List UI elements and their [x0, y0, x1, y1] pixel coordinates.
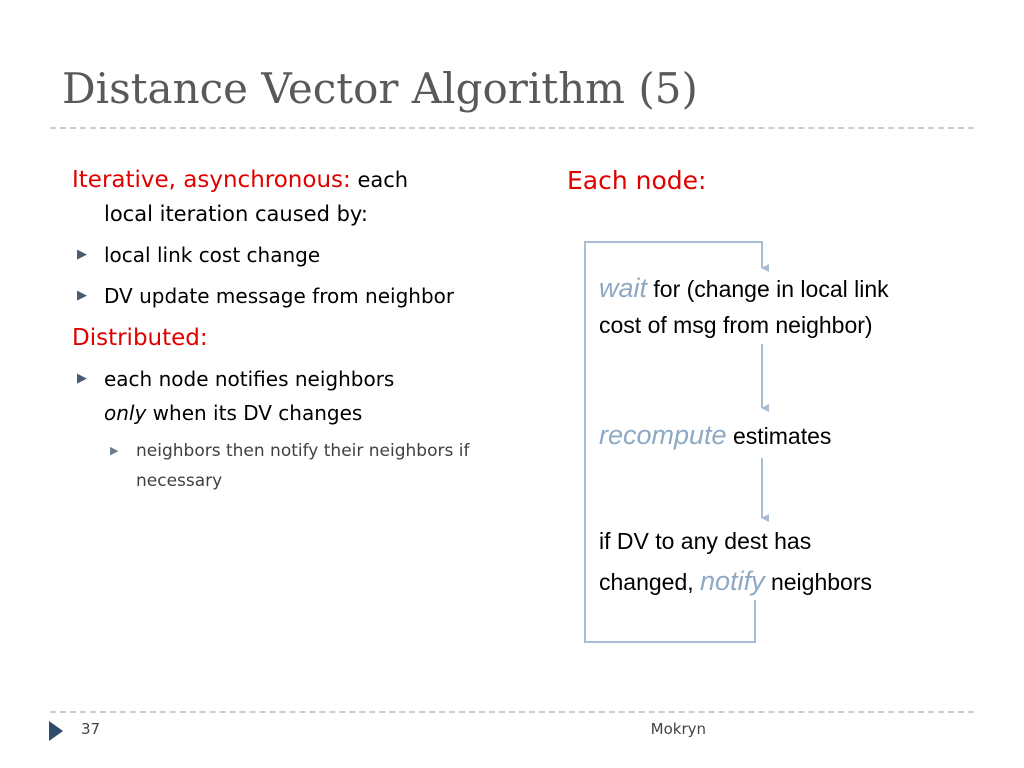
wait-keyword: wait	[599, 273, 648, 303]
iterative-rest-a: each	[350, 168, 409, 192]
notify-step	[599, 521, 872, 602]
sub-bullet-text: neighbors then notify their neighbors if necessary	[136, 441, 470, 491]
triangle-bullet-icon: ▶	[77, 247, 87, 262]
bullet-text-a: each node notifies neighbors	[104, 367, 395, 391]
slide-title: Distance Vector Algorithm (5)	[62, 64, 698, 113]
page-number: 37	[81, 720, 101, 738]
bullet-text: local link cost change	[104, 243, 321, 267]
footer-author: Mokryn	[650, 720, 706, 738]
notify-line1: if DV to any dest has	[599, 528, 812, 554]
distributed-heading: Distributed:	[72, 325, 208, 351]
each-node-heading: Each node:	[567, 166, 707, 195]
iterative-label: Iterative, asynchronous:	[72, 167, 351, 193]
triangle-bullet-icon: ▶	[77, 288, 87, 303]
iterative-heading	[72, 163, 472, 231]
left-column	[72, 163, 472, 496]
list-item	[72, 279, 472, 313]
footer-divider	[50, 711, 974, 713]
bullet-text: DV update message from neighbor	[104, 284, 455, 308]
triangle-bullet-icon: ▶	[110, 444, 119, 457]
recompute-step	[599, 417, 831, 454]
wait-rest-b: cost of msg from neighbor)	[599, 312, 873, 338]
sub-list-item	[72, 436, 472, 496]
bullet-italic-only: only	[104, 401, 147, 425]
notify-prefix: changed,	[599, 569, 701, 595]
recompute-keyword: recompute	[599, 420, 727, 450]
bullet-text-b: when its DV changes	[146, 401, 363, 425]
triangle-bullet-icon: ▶	[77, 371, 87, 386]
wait-rest-a: for (change in local link	[647, 276, 889, 302]
title-divider	[50, 127, 974, 129]
notify-rest: neighbors	[764, 569, 872, 595]
list-item	[72, 238, 472, 272]
iterative-rest-b: local iteration caused by:	[104, 202, 368, 226]
notify-keyword: notify	[700, 566, 765, 596]
recompute-rest: estimates	[726, 423, 832, 449]
wait-step	[599, 270, 889, 343]
list-item	[72, 362, 472, 430]
footer-triangle-icon	[49, 721, 63, 741]
